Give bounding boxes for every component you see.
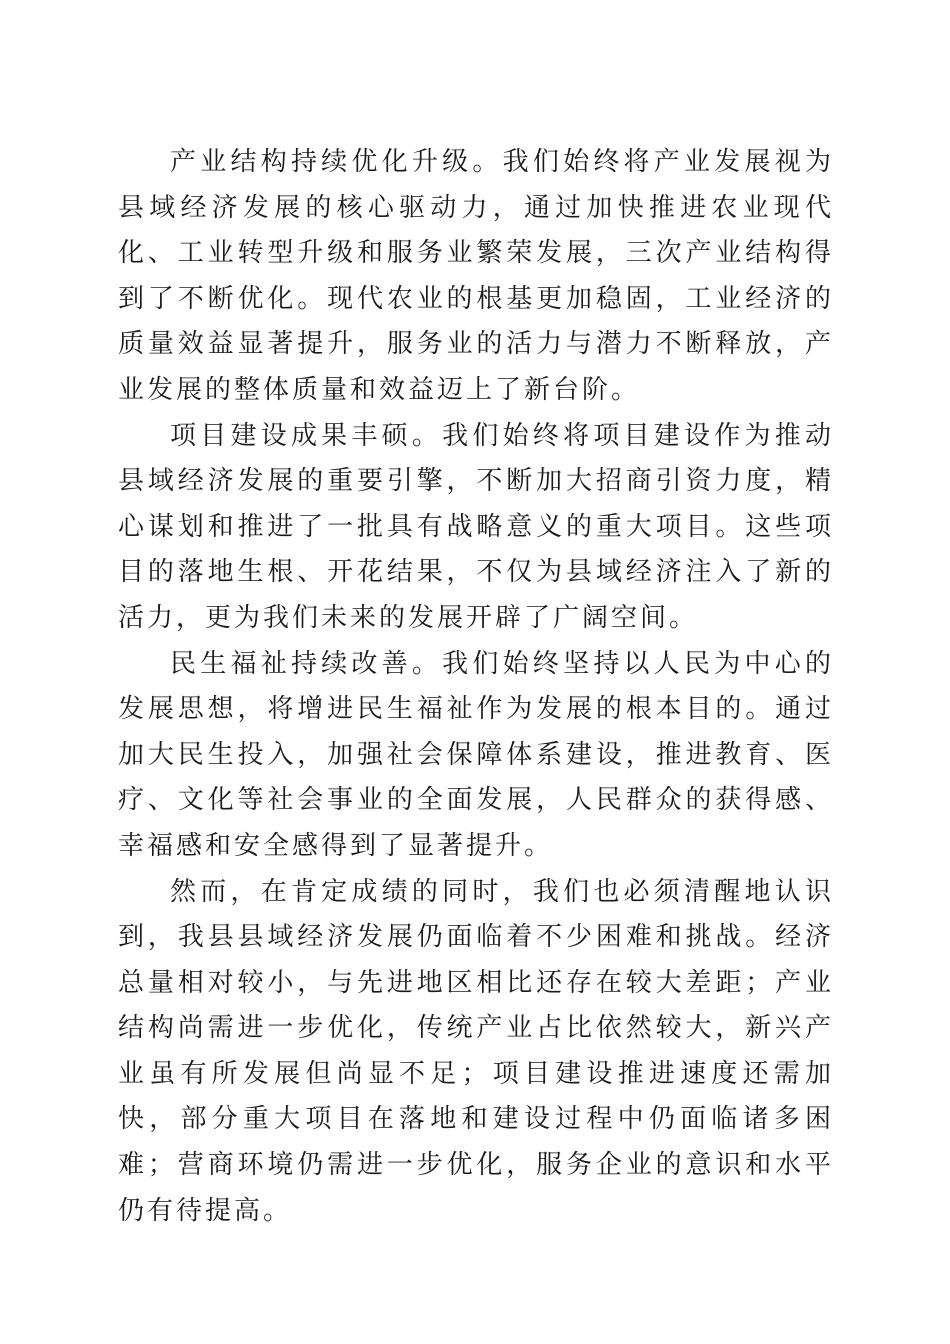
paragraph-livelihood: 民生福祉持续改善。我们始终坚持以人民为中心的发展思想，将增进民生福祉作为发展的根本目的。通过加大民生投入，加强社会保障体系建设，推进教育、医疗、文化等社会事业的全面发展，人民群众的获得感、幸福感和安全感得到了显著提升。 [118, 648, 834, 861]
paragraph-project-construction: 项目建设成果丰硕。我们始终将项目建设作为推动县域经济发展的重要引擎，不断加大招商引资力度，精心谋划和推进了一批具有战略意义的重大项目。这些项目的落地生根、开花结果，不仅为县域经济注入了新的活力，更为我们未来的发展开辟了广阔空间。 [118, 420, 834, 633]
document-body [118, 140, 834, 1234]
paragraph-industry-structure: 产业结构持续优化升级。我们始终将产业发展视为县域经济发展的核心驱动力，通过加快推进农业现代化、工业转型升级和服务业繁荣发展，三次产业结构得到了不断优化。现代农业的根基更加稳固，工业经济的质量效益显著提升，服务业的活力与潜力不断释放，产业发展的整体质量和效益迈上了新台阶。 [118, 147, 834, 405]
paragraph-challenges: 然而，在肯定成绩的同时，我们也必须清醒地认识到，我县县域经济发展仍面临着不少困难和挑战。经济总量相对较小，与先进地区相比还存在较大差距；产业结构尚需进一步优化，传统产业占比依然较大，新兴产业虽有所发展但尚显不足；项目建设推进速度还需加快，部分重大项目在落地和建设过程中仍面临诸多困难；营商环境仍需进一步优化，服务企业的意识和水平仍有待提高。 [118, 876, 834, 1226]
